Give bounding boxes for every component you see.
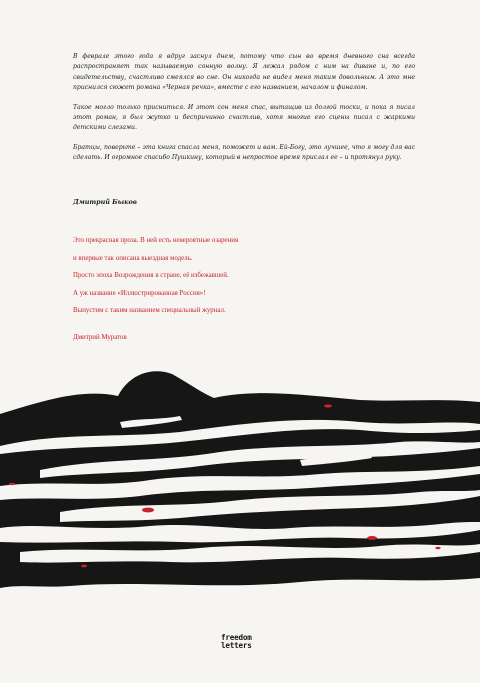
quote-line-3: Просто эпоха Возрождения в стране, её избежавшей.	[73, 272, 229, 279]
intro-paragraph-1: В феврале этого года я вдруг заснул днем, потому что сын во время дневного сна всегда распространяет так называемую сонную волну. Я лежал рядом с ним на диване и, по его свидетельству, счастливо смеялся во сне. Он никогда не видел меня таким довольным. А это мне приснился сюжет романа «Черная речка», вместе с его названием, началом и финалом.	[73, 53, 415, 92]
logo-line-1: freedom	[221, 633, 252, 642]
quote-line-2: и впервые так описана выездная модель.	[73, 254, 193, 262]
logo-line-2: letters	[221, 641, 252, 651]
quote-line-1: Это прекрасная проза. В ней есть невероятные озарения	[73, 237, 239, 244]
publisher-logo	[221, 634, 252, 651]
quote-line-4: А уж название «Иллюстрированная Россия»!	[73, 289, 206, 297]
intro-paragraph-2: Такое могло только присниться. И этот сон меня спас, вытащив из долгой тоски, и пока я писал этот роман, я был жутко и беспричинно счастлив, хотя многие его сцены писал с жаркими детскими слезами.	[73, 103, 415, 132]
intro-paragraph-3: Братцы, поверьте – эта книга спасла меня, поможет и вам. Ей-Богу, это лучшее, что я могу для вас сделать. И огромное спасибо Пушкину, который в непростое время прислал ее – и протянул руку.	[73, 143, 415, 162]
author-signature: Дмитрий Быков	[73, 198, 137, 206]
ink-river-illustration	[0, 362, 480, 596]
quote-author: Дмитрий Муратов	[73, 334, 127, 341]
author-intro-text	[73, 52, 415, 173]
quote-line-5: Выпустим с таким названием специальный журнал.	[73, 307, 226, 314]
review-quote	[73, 232, 333, 320]
